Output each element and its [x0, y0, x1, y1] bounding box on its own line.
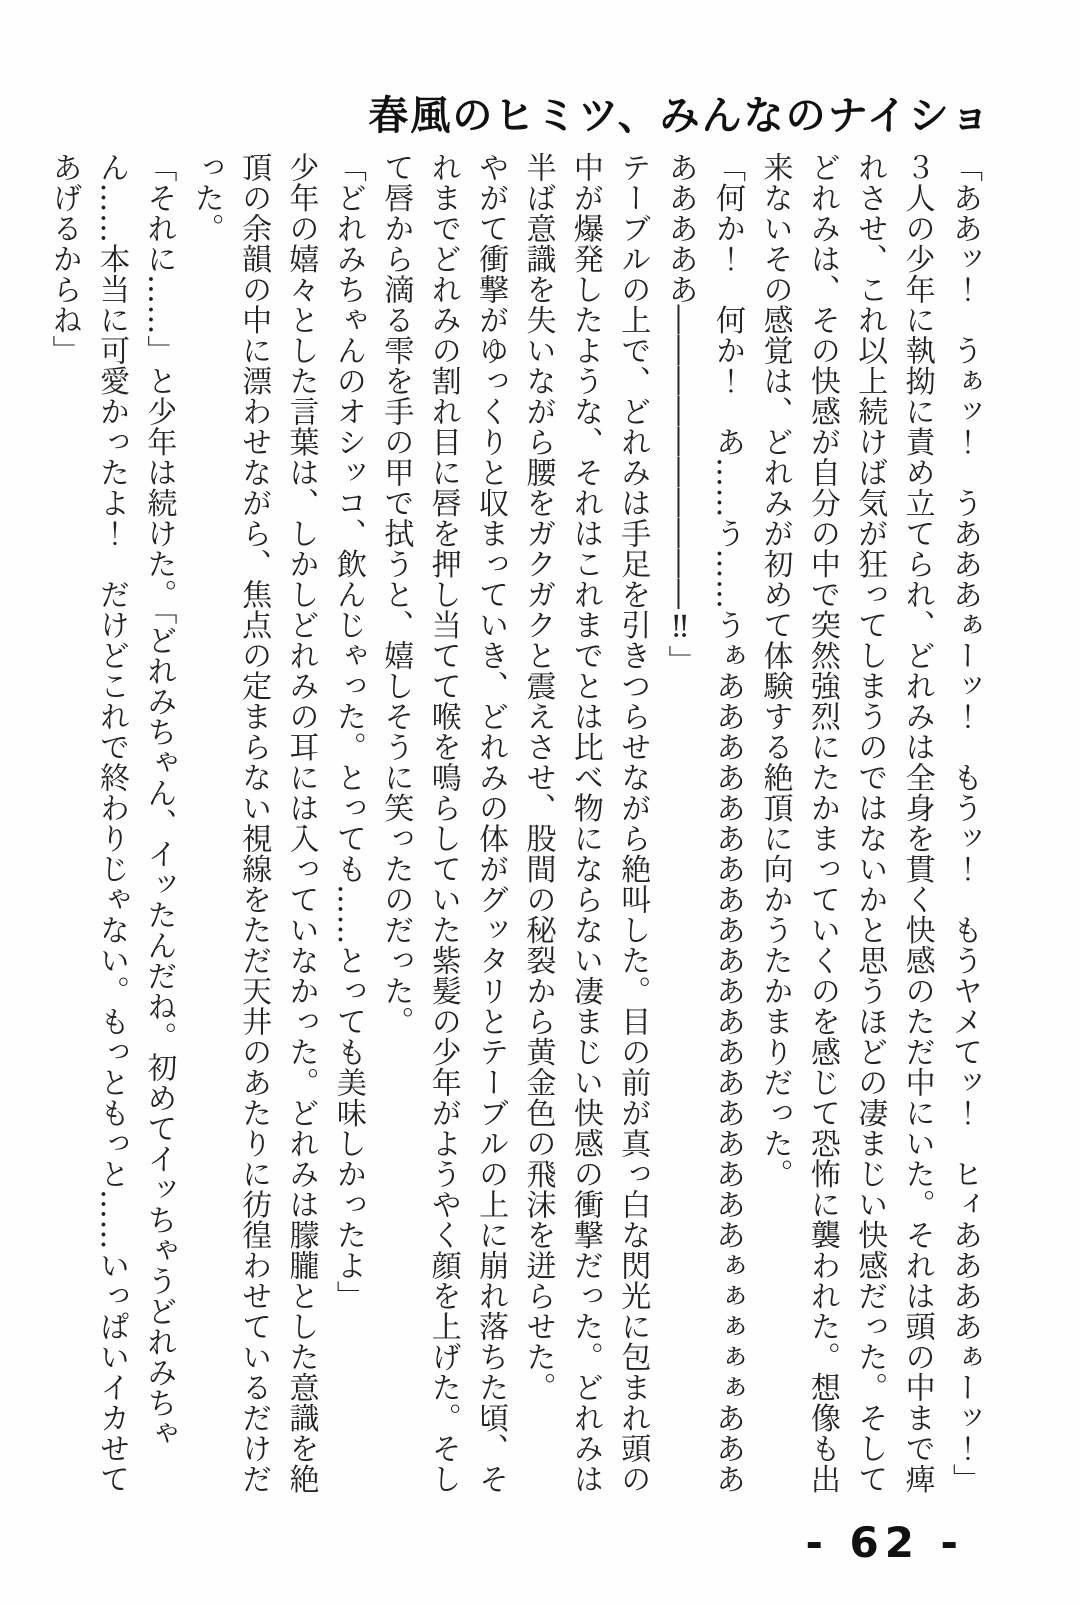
- paragraph-dialogue-climax: 「何か！ 何か！ あ……う……うぁあああああああああああああああああああぁぁぁぁぁああああああああ――――――――――‼」: [662, 152, 746, 1494]
- paragraph-narration-2: テーブルの上で、どれみは手足を引きつらせながら絶叫した。目の前が真っ白な閃光に包まれ頭の中が爆発したような、それはこれまでとは比べ物にならない凄まじい快感の衝撃だった。どれみは半ば意識を失いながら腰をガクガクと震えさせ、股間の秘裂から黄金色の飛沫を迸らせた。: [520, 152, 651, 1494]
- paragraph-dialogue-boy-1: 「どれみちゃんのオシッコ、飲んじゃった。とっても……とっても美味しかったよ」: [330, 152, 366, 1311]
- paragraph-narration-1: ３人の少年に執拗に責め立てられ、どれみは全身を貫く快感のただ中にいた。それは頭の中まで痺れさせ、これ以上続けば気が狂ってしまうのではないかと思うほどの凄まじい快感だった。そしてどれみは、その快感が自分の中で突然強烈にたかまっていくのを感じて恐怖に襲われた。想像も出来ないその感覚は、どれみが初めて体験する絶頂に向かうたかまりだった。: [757, 152, 935, 1494]
- paragraph-narration-3: やがて衝撃がゆっくりと収まっていき、どれみの体がグッタリとテーブルの上に崩れ落ちた頃、それまでどれみの割れ目に唇を押し当てて喉を鳴らしていた紫髪の少年がようやく顔を上げた。そして唇から滴る雫を手の甲で拭うと、嬉しそうに笑ったのだった。: [378, 152, 509, 1494]
- body-text: [40, 152, 988, 1502]
- page-number: - 62 -: [805, 1518, 964, 1567]
- paragraph-dialogue-scream: 「ああッ！ うぁッ！ うあああぁーッ！ もうッ！ もうヤメてッ！ ヒィああああぁーッ！」: [947, 152, 982, 1494]
- page-title: 春風のヒミツ、みんなのナイショ: [368, 93, 992, 139]
- paragraph-dialogue-boy-2: 「それに……」と少年は続けた。「どれみちゃん、イッたんだね。初めてイッちゃうどれみちゃん……本当に可愛かったよ！ だけどこれで終わりじゃない。もっともっと……いっぱいイカせてあげるからね」: [46, 152, 177, 1494]
- paragraph-narration-4: 少年の嬉々とした言葉は、しかしどれみの耳には入っていなかった。どれみは朦朧とした意識を絶頂の余韻の中に漂わせながら、焦点の定まらない視線をただ天井のあたりに彷徨わせているだけだった。: [188, 152, 319, 1494]
